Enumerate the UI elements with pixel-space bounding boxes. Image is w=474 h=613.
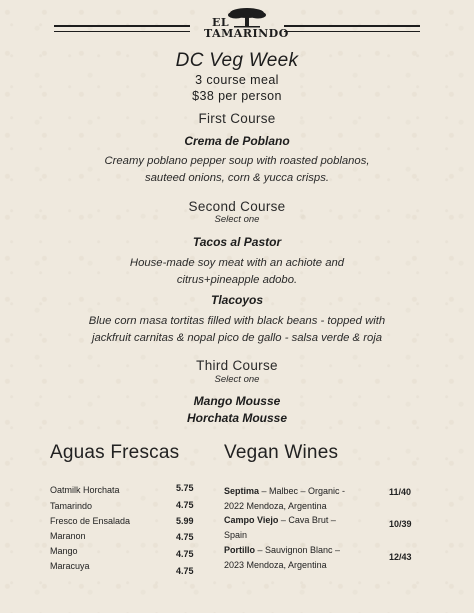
aguas-item-name: Maracuya [50, 561, 90, 571]
meal-description: 3 course meal [195, 73, 279, 87]
aguas-item-price: 4.75 [176, 532, 194, 542]
header-rule-left-top [54, 25, 190, 27]
third-course-dish2: Horchata Mousse [186, 411, 288, 425]
second-course-dish1-line2: citrus+pineapple adobo. [176, 274, 298, 286]
aguas-item-price: 4.75 [176, 500, 194, 510]
wine-item [224, 513, 374, 542]
wine-name: Septima [224, 486, 260, 496]
first-course-desc-line2: sauteed onions, corn & yucca crisps. [145, 172, 329, 184]
second-course-dish2-line1: Blue corn masa tortitas filled with black beans - topped with [88, 315, 386, 327]
second-course-heading: Second Course [188, 199, 286, 214]
wine-item [224, 543, 374, 572]
aguas-item-name: Mango [50, 546, 78, 556]
second-course-dish2-line2: jackfruit carnitas & nopal pico de gallo - salsa verde & roja [91, 332, 383, 344]
second-course-select: Select one [214, 214, 260, 225]
wine-item [224, 484, 374, 513]
second-course-dish1-line1: House-made soy meat with an achiote and [129, 257, 345, 269]
first-course-dish: Crema de Poblano [184, 134, 290, 148]
header-rule-right-top [284, 25, 420, 27]
wine-detail-line2: Spain [224, 529, 248, 540]
second-course-dish1: Tacos al Pastor [192, 235, 282, 249]
aguas-item-name: Oatmilk Horchata [50, 485, 120, 495]
aguas-item-price: 5.99 [176, 516, 194, 526]
wines-heading: Vegan Wines [224, 442, 339, 463]
wine-detail: – Sauvignon Blanc – [255, 545, 341, 555]
wine-name: Portillo [224, 545, 255, 555]
third-course-heading: Third Course [196, 358, 278, 373]
aguas-item-name: Fresco de Ensalada [50, 516, 131, 526]
aguas-item-name: Tamarindo [50, 501, 93, 511]
aguas-item-price: 5.75 [176, 483, 194, 493]
wine-detail-line2: 2022 Mendoza, Argentina [224, 500, 327, 511]
page-title: DC Veg Week [175, 50, 299, 71]
aguas-item-price: 4.75 [176, 549, 194, 559]
wine-detail-line2: 2023 Mendoza, Argentina [224, 559, 327, 570]
brand-el: EL [212, 16, 230, 29]
wine-price: 11/40 [389, 487, 412, 497]
brand-name: TAMARINDO [204, 27, 289, 40]
aguas-item-price: 4.75 [176, 566, 194, 576]
third-course-dish1: Mango Mousse [193, 394, 281, 408]
header-rule-right-bottom [284, 31, 420, 32]
third-course-select: Select one [214, 374, 260, 385]
tree-icon [222, 6, 272, 28]
wine-detail: – Cava Brut – [278, 515, 336, 525]
wine-price: 10/39 [389, 519, 412, 529]
first-course-heading: First Course [198, 111, 276, 126]
first-course-desc-line1: Creamy poblano pepper soup with roasted poblanos, [104, 155, 370, 167]
aguas-item-name: Maranon [50, 531, 86, 541]
second-course-dish2: Tlacoyos [210, 293, 264, 307]
aguas-heading: Aguas Frescas [50, 442, 180, 463]
wine-detail: – Malbec – Organic - [259, 486, 346, 496]
header-rule-left-bottom [54, 31, 190, 32]
meal-price: $38 per person [192, 89, 282, 103]
wine-name: Campo Viejo [224, 515, 279, 525]
wine-price: 12/43 [389, 552, 412, 562]
